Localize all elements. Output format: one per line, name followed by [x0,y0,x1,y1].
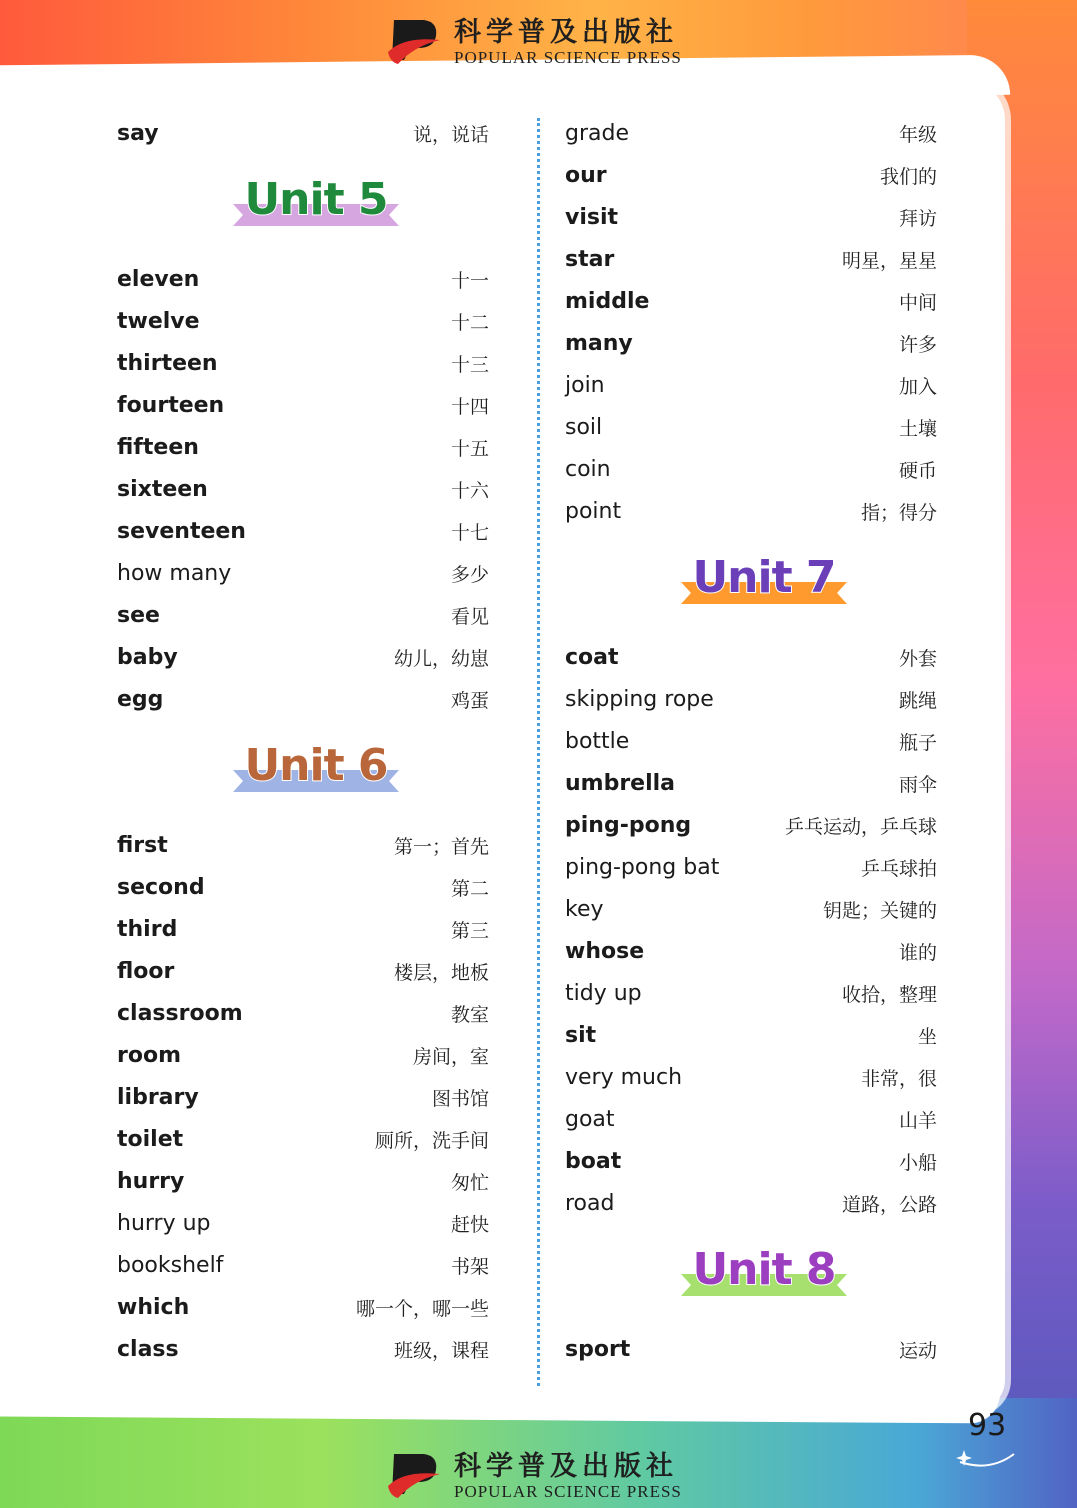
vocab-word: twelve [117,308,200,334]
unit-5-title: Unit 5 [244,174,388,225]
vocab-word: sixteen [117,476,208,502]
vocab-word: road [565,1190,615,1216]
vocab-word: join [565,372,605,398]
vocab-meaning: 小船 [898,1151,937,1174]
publisher-name-en: POPULAR SCIENCE PRESS [454,1482,682,1501]
vocab-row [565,930,937,972]
vocab-row [565,280,937,322]
vocab-row [565,678,937,720]
vocab-meaning: 坐 [917,1025,937,1048]
vocab-meaning: 谁的 [898,941,937,964]
vocab-meaning: 十五 [450,437,489,460]
vocab-word: classroom [117,1000,243,1026]
vocab-word: eleven [117,266,200,292]
vocab-meaning: 教室 [450,1003,489,1026]
vocab-row [117,342,489,384]
vocab-row [117,866,489,908]
left-column [117,112,489,1370]
unit-6-title: Unit 6 [244,740,388,791]
vocab-meaning: 第二 [450,877,489,900]
vocab-meaning: 许多 [898,333,937,356]
vocab-row [117,1118,489,1160]
vocab-word: ping-pong [565,812,692,838]
vocab-word: tidy up [565,980,642,1006]
vocab-meaning: 书架 [450,1255,489,1278]
vocab-meaning: 看见 [450,605,489,628]
vocab-word: baby [117,644,178,670]
vocab-row [117,908,489,950]
publisher-header [384,10,714,70]
vocab-word: first [117,832,168,858]
unit-7-list [565,636,937,1224]
vocab-word: third [117,916,178,942]
vocab-row [117,300,489,342]
vocab-word: library [117,1084,199,1110]
vocab-meaning: 跳绳 [898,689,937,712]
vocab-word: say [117,120,159,146]
vocab-word: boat [565,1148,622,1174]
vocab-meaning: 年级 [898,123,937,146]
vocab-word: toilet [117,1126,184,1152]
vocab-row [565,196,937,238]
column-divider [537,118,540,1386]
vocab-row [565,490,937,532]
vocab-meaning: 第一；首先 [393,835,489,858]
vocab-word: second [117,874,205,900]
vocab-row [565,112,937,154]
vocab-meaning: 瓶子 [898,731,937,754]
vocab-meaning: 中间 [898,291,937,314]
vocab-row [565,1014,937,1056]
vocab-word: floor [117,958,175,984]
vocab-meaning: 乒乓运动，乒乓球 [784,815,937,838]
vocab-row [565,448,937,490]
unit-8-list [565,1328,937,1370]
vocab-row [117,594,489,636]
vocab-word: hurry up [117,1210,211,1236]
vocab-row [117,992,489,1034]
page-number: 93 [968,1408,1007,1443]
unit-7-title: Unit 7 [692,552,836,603]
unit-6-heading [117,742,489,804]
vocab-meaning: 运动 [898,1339,937,1362]
vocab-row [565,1140,937,1182]
vocab-word: visit [565,204,619,230]
vocab-word: see [117,602,160,628]
vocab-word: coat [565,644,619,670]
vocab-meaning: 拜访 [898,207,937,230]
vocab-meaning: 土壤 [898,417,937,440]
vocab-meaning: 乒乓球拍 [860,857,937,880]
unit-8-heading [565,1246,937,1308]
vocab-meaning: 厕所，洗手间 [374,1129,489,1152]
vocab-row [565,364,937,406]
vocab-row [565,888,937,930]
right-column [565,112,937,1370]
vocab-word: our [565,162,607,188]
vocab-row [117,1034,489,1076]
vocab-meaning: 指；得分 [860,501,937,524]
vocab-word: room [117,1042,182,1068]
vocab-meaning: 十二 [450,311,489,334]
vocab-row [117,1160,489,1202]
vocab-meaning: 哪一个，哪一些 [355,1297,489,1320]
vocab-row [117,1286,489,1328]
vocab-row [117,258,489,300]
vocab-word: key [565,896,604,922]
vocab-word: point [565,498,622,524]
vocab-meaning: 赶快 [450,1213,489,1236]
vocab-row [565,762,937,804]
vocab-meaning: 山羊 [898,1109,937,1132]
vocab-word: seventeen [117,518,246,544]
unit-8-title: Unit 8 [692,1244,836,1295]
unit-5-heading [117,176,489,238]
vocab-meaning: 图书馆 [431,1087,489,1110]
vocab-word: ping-pong bat [565,854,720,880]
vocab-word: sit [565,1022,597,1048]
vocab-row [565,406,937,448]
vocab-row [565,636,937,678]
vocab-meaning: 十三 [450,353,489,376]
unit-6-continued-list [565,112,937,532]
vocab-meaning: 十一 [450,269,489,292]
vocab-word: middle [565,288,650,314]
vocab-word: thirteen [117,350,218,376]
vocab-row [117,950,489,992]
vocab-meaning: 硬币 [898,459,937,482]
vocab-row [565,322,937,364]
vocab-meaning: 房间，室 [412,1045,489,1068]
vocab-word: grade [565,120,629,146]
vocab-row [565,972,937,1014]
unit-7-heading [565,554,937,616]
vocab-row [117,426,489,468]
vocab-word: bottle [565,728,630,754]
vocab-row [565,1182,937,1224]
vocab-word: star [565,246,615,272]
vocab-row [117,1244,489,1286]
vocab-meaning: 十七 [450,521,489,544]
vocab-row [565,720,937,762]
vocab-meaning: 非常，很 [860,1067,937,1090]
vocab-row [565,154,937,196]
vocab-row [117,824,489,866]
vocab-meaning: 雨伞 [898,773,937,796]
vocab-word: coin [565,456,611,482]
vocab-meaning: 明星，星星 [841,249,937,272]
vocab-row [117,510,489,552]
vocab-word: bookshelf [117,1252,224,1278]
vocab-word: very much [565,1064,683,1090]
publisher-logo-icon [384,12,444,70]
vocab-meaning: 说，说话 [412,123,489,146]
vocab-row [117,384,489,426]
vocab-meaning: 匆忙 [450,1171,489,1194]
vocab-word: skipping rope [565,686,714,712]
vocab-meaning: 收拾，整理 [841,983,937,1006]
vocab-word: how many [117,560,232,586]
vocab-word: class [117,1336,179,1362]
vocab-row [565,238,937,280]
vocab-row [117,636,489,678]
vocab-word: goat [565,1106,615,1132]
vocab-meaning: 加入 [898,375,937,398]
vocab-row [117,1202,489,1244]
vocab-row [117,678,489,720]
vocab-meaning: 钥匙；关键的 [822,899,937,922]
vocab-row [565,1056,937,1098]
vocab-meaning: 第三 [450,919,489,942]
vocab-row [117,1076,489,1118]
vocab-meaning: 外套 [898,647,937,670]
publisher-name-cn: 科学普及出版社 [454,17,678,48]
vocab-word: many [565,330,633,356]
vocab-row [565,804,937,846]
vocab-row [565,1328,937,1370]
vocab-word: egg [117,686,164,712]
vocab-row [565,1098,937,1140]
vocab-word: fourteen [117,392,225,418]
vocab-meaning: 道路，公路 [841,1193,937,1216]
vocab-word: sport [565,1336,631,1362]
vocab-row [117,552,489,594]
vocab-word: which [117,1294,190,1320]
sparkle-swirl-icon [950,1432,1022,1472]
vocab-meaning: 十六 [450,479,489,502]
vocab-word: umbrella [565,770,676,796]
vocab-meaning: 鸡蛋 [450,689,489,712]
vocab-word: fifteen [117,434,199,460]
vocab-row [117,1328,489,1370]
unit-5-list [117,258,489,720]
vocab-word: soil [565,414,603,440]
vocab-meaning: 多少 [450,563,489,586]
publisher-footer [384,1444,714,1504]
unit-6-list [117,824,489,1370]
vocab-word: hurry [117,1168,185,1194]
vocab-row [117,112,489,154]
vocab-meaning: 楼层，地板 [393,961,489,984]
publisher-name-cn: 科学普及出版社 [454,1451,678,1482]
vocab-row [565,846,937,888]
publisher-name-en: POPULAR SCIENCE PRESS [454,48,682,67]
publisher-logo-icon [384,1446,444,1504]
vocab-row [117,468,489,510]
vocab-meaning: 班级，课程 [393,1339,489,1362]
vocab-meaning: 我们的 [879,165,937,188]
vocab-meaning: 幼儿，幼崽 [393,647,489,670]
vocab-word: whose [565,938,645,964]
vocab-meaning: 十四 [450,395,489,418]
